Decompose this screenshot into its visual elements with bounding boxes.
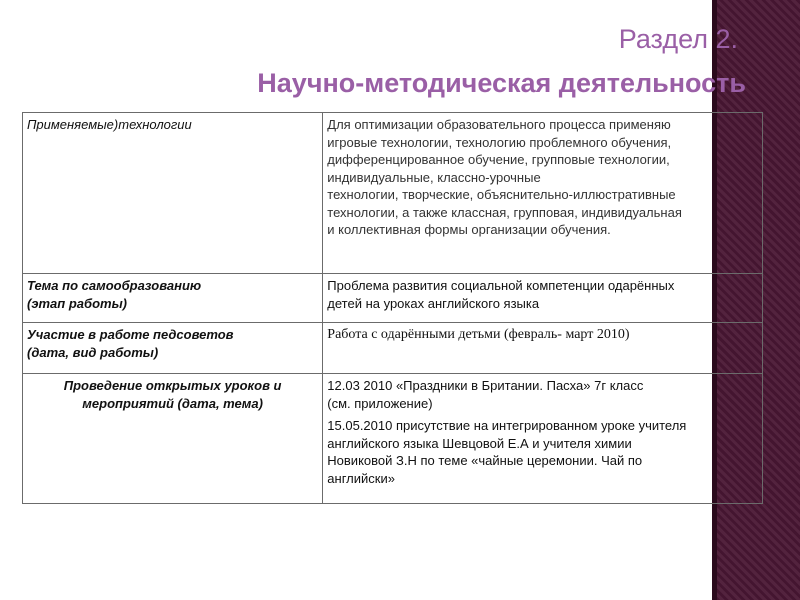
value-line: 15.05.2010 присутствие на интегрированном уроке учителя (327, 418, 687, 433)
table-row (23, 113, 763, 274)
row-label: Проведение открытых уроков и (63, 378, 282, 393)
value-line: Работа с одарёнными детьми (февраль- март 2010) (327, 327, 630, 342)
row-label: (этап работы) (27, 295, 127, 311)
value-line: английского языка Шевцовой Е.А и учителя химии (327, 435, 632, 451)
row-label: Участие в работе педсоветов (27, 327, 234, 342)
row-label: Применяемые)технологии (27, 117, 192, 132)
row-label-cell (23, 323, 323, 374)
value-line: (см. приложение) (327, 395, 433, 411)
table-row (23, 274, 763, 323)
row-label: (дата, вид работы) (27, 344, 159, 360)
value-line: технологии, а также классная, групповая, индивидуальная (327, 204, 682, 220)
value-line: детей на уроках английского языка (327, 295, 540, 311)
row-label-cell (23, 374, 323, 504)
value-line: Новиковой З.Н по теме «чайные церемонии. Чай по (327, 453, 643, 468)
row-label-cell (23, 274, 323, 323)
value-line: индивидуальные, классно-урочные (327, 169, 541, 185)
row-value-cell (323, 274, 763, 323)
row-label: мероприятий (дата, тема) (82, 395, 263, 411)
row-value-cell (323, 374, 763, 504)
value-line: технологии, творческие, объяснительно-иллюстративные (327, 187, 676, 202)
table-row (23, 323, 763, 374)
value-line: английски» (327, 470, 395, 486)
row-value-cell (323, 113, 763, 274)
row-value-cell (323, 323, 763, 374)
value-line: Проблема развития социальной компетенции одарённых (327, 278, 675, 293)
value-line: 12.03 2010 «Праздники в Британии. Пасха» 7г класс (327, 378, 644, 393)
activity-table (22, 112, 763, 504)
value-line: и коллективная формы организации обучения. (327, 222, 611, 237)
section-title: Раздел 2. (618, 24, 738, 54)
row-label: Тема по самообразованию (27, 278, 202, 293)
value-line: Для оптимизации образовательного процесса применяю (327, 117, 671, 132)
value-line: дифференцированное обучение, групповые технологии, (327, 152, 670, 167)
row-label-cell (23, 113, 323, 274)
page-heading: Научно-методическая деятельность (257, 68, 746, 98)
value-line: игровые технологии, технологию проблемного обучения, (327, 134, 672, 150)
table-row (23, 374, 763, 504)
